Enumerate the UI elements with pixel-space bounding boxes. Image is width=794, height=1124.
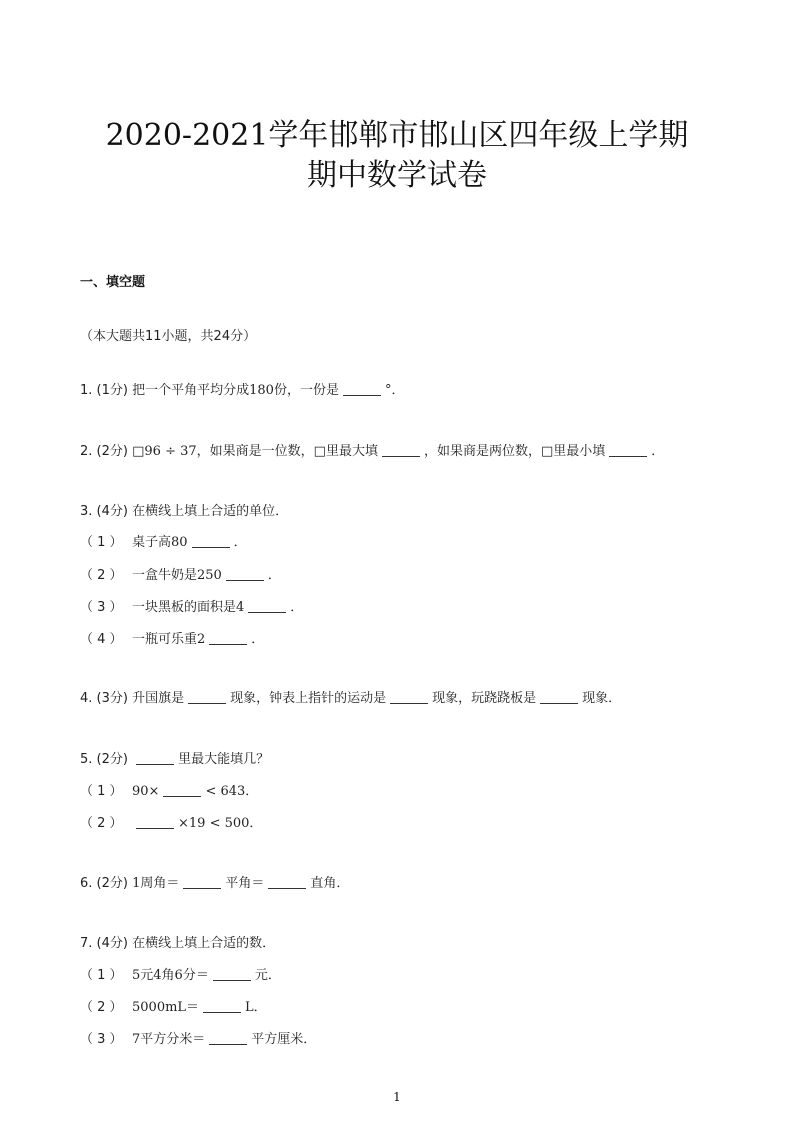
exam-title-line1: 2020-2021学年邯郸市邯山区四年级上学期 <box>105 118 689 153</box>
question-5-item-1: （ 1 ） 90× < 643． <box>80 784 259 799</box>
question-2: 2. (2分) □96 ÷ 37，如果商是一位数，□里最大填 ，如果商是两位数，□里最小填 ． <box>80 444 665 459</box>
answer-blank[interactable] <box>136 751 174 765</box>
answer-blank[interactable] <box>183 875 221 889</box>
answer-blank[interactable] <box>268 875 306 889</box>
answer-blank[interactable] <box>209 631 247 645</box>
question-3: 3. (4分) 在横线上填上合适的单位． <box>80 504 289 519</box>
question-5: 5. (2分) 里最大能填几？ <box>80 752 270 767</box>
question-6: 6. (2分) 1周角＝ 平角＝ 直角． <box>80 876 350 891</box>
question-7-item-1: （ 1 ） 5元4角6分＝ 元． <box>80 968 281 983</box>
question-7-item-3: （ 3 ） 7平方分米＝ 平方厘米． <box>80 1032 317 1047</box>
answer-blank[interactable] <box>343 382 381 396</box>
answer-blank[interactable] <box>248 599 286 613</box>
answer-blank[interactable] <box>136 815 174 829</box>
answer-blank[interactable] <box>382 443 420 457</box>
answer-blank[interactable] <box>192 534 230 548</box>
question-7: 7. (4分) 在横线上填上合适的数． <box>80 936 276 951</box>
section-heading: 一、填空题 <box>80 275 146 290</box>
question-4: 4. (3分) 升国旗是 现象，钟表上指针的运动是 现象，玩跷跷板是 现象． <box>80 691 622 706</box>
answer-blank[interactable] <box>213 967 251 981</box>
section-note: （本大题共11小题，共24分） <box>80 329 257 344</box>
question-3-item-2: （ 2 ） 一盒牛奶是250 ． <box>80 568 281 583</box>
answer-blank[interactable] <box>163 783 201 797</box>
answer-blank[interactable] <box>540 690 578 704</box>
answer-blank[interactable] <box>188 690 226 704</box>
question-7-item-2: （ 2 ） 5000mL＝ L． <box>80 1000 267 1015</box>
exam-title-line2: 期中数学试卷 <box>307 158 487 193</box>
answer-blank[interactable] <box>203 999 241 1013</box>
question-3-item-4: （ 4 ） 一瓶可乐重2 ． <box>80 632 265 647</box>
answer-blank[interactable] <box>609 443 647 457</box>
page-number: 1 <box>393 1090 401 1104</box>
answer-blank[interactable] <box>390 690 428 704</box>
answer-blank[interactable] <box>209 1031 247 1045</box>
question-1: 1. (1分) 把一个平角平均分成180份，一份是 °． <box>80 383 405 398</box>
question-3-item-1: （ 1 ） 桌子高80 ． <box>80 535 247 550</box>
question-3-item-3: （ 3 ） 一块黑板的面积是4 ． <box>80 600 304 615</box>
answer-blank[interactable] <box>226 567 264 581</box>
question-5-item-2: （ 2 ） ×19 < 500． <box>80 816 263 831</box>
